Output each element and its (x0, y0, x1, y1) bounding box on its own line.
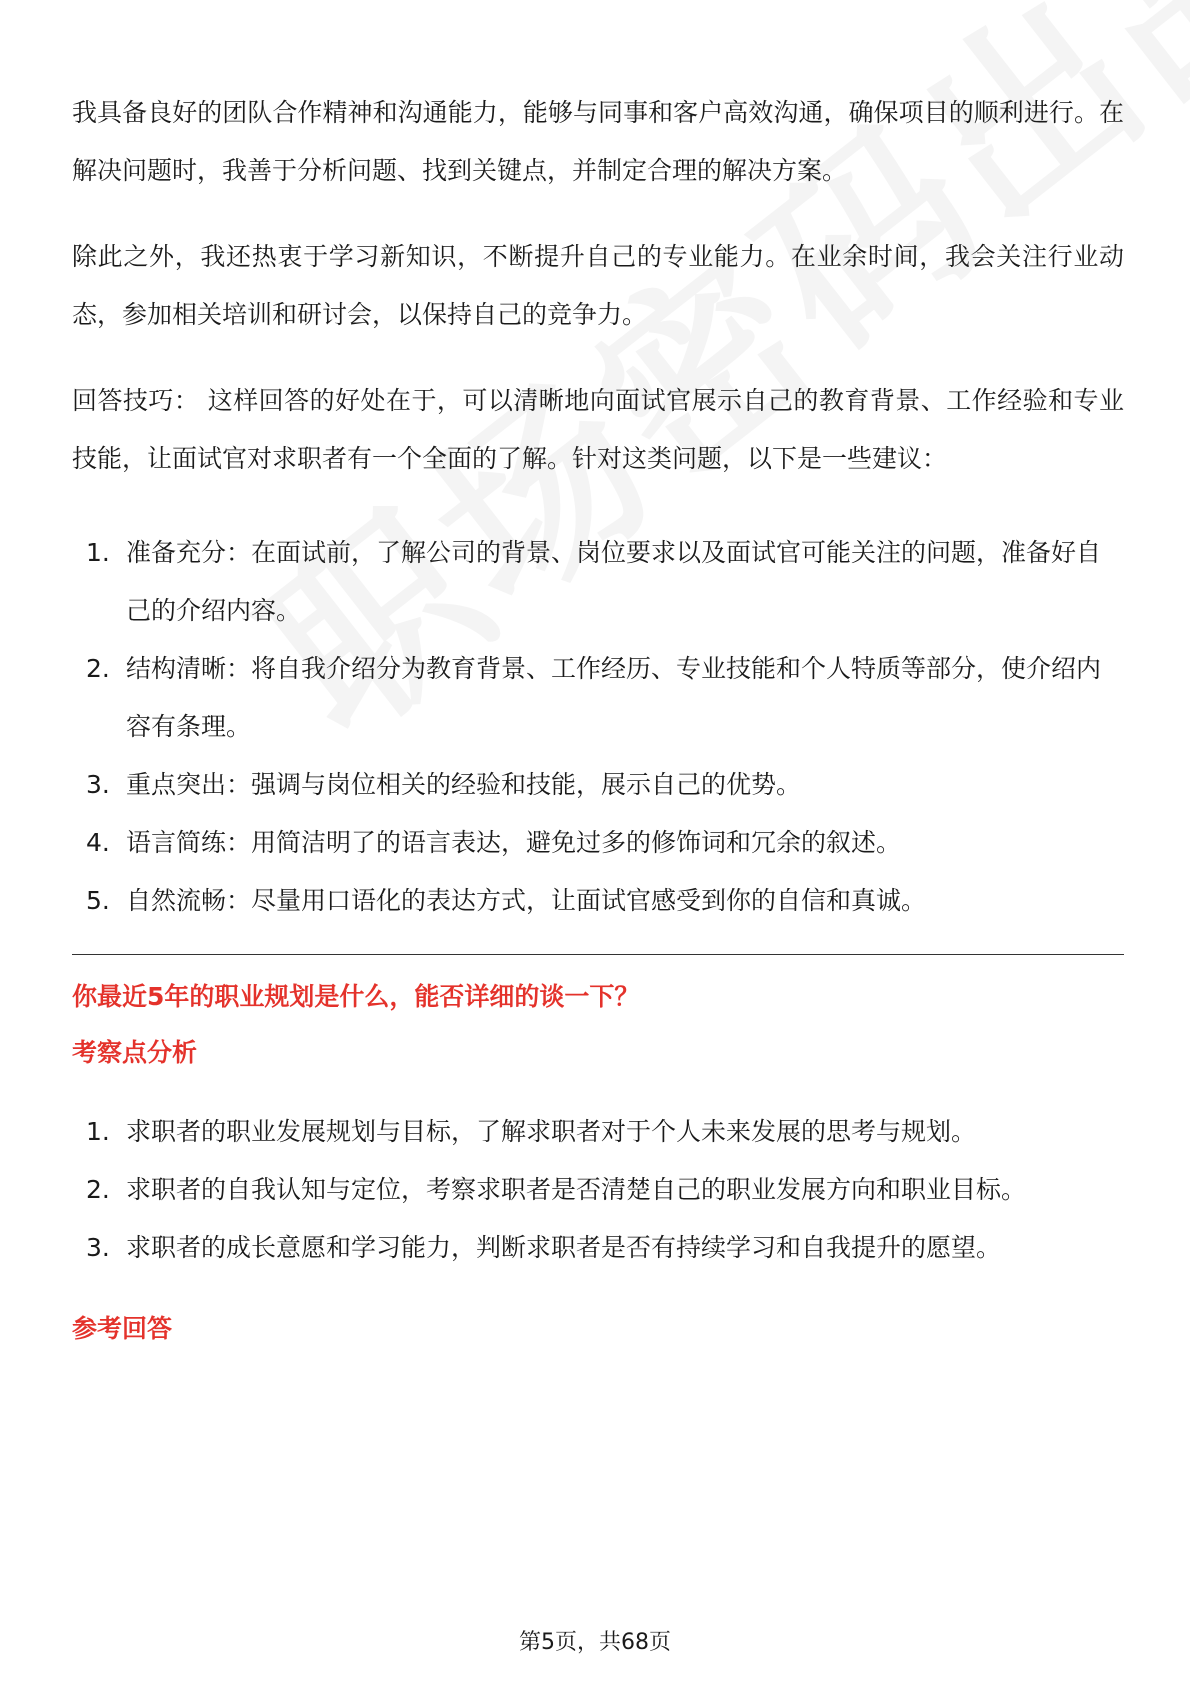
list-number: 2. (86, 1175, 110, 1204)
list-number: 1. (86, 538, 110, 567)
list-item (72, 872, 1124, 930)
analysis-list (72, 1103, 1124, 1277)
paragraph-learning: 除此之外，我还热衷于学习新知识，不断提升自己的专业能力。在业余时间，我会关注行业动态，参加相关培训和研讨会，以保持自己的竞争力。 (72, 242, 1124, 329)
section-divider (72, 954, 1124, 955)
list-item (72, 756, 1124, 814)
list-number: 3. (86, 1233, 110, 1262)
list-number: 5. (86, 886, 110, 915)
list-item (72, 640, 1124, 756)
paragraph-answer-tips: 回答技巧： 这样回答的好处在于，可以清晰地向面试官展示自己的教育背景、工作经验和专业技能，让面试官对求职者有一个全面的了解。针对这类问题，以下是一些建议： (72, 386, 1124, 473)
list-text: 语言简练：用简洁明了的语言表达，避免过多的修饰词和冗余的叙述。 (126, 828, 902, 857)
analysis-list-block (72, 1103, 1124, 1277)
page-content (72, 84, 1124, 1357)
analysis-heading: 考察点分析 (72, 1038, 198, 1067)
list-text: 准备充分：在面试前，了解公司的背景、岗位要求以及面试官可能关注的问题，准备好自己的介绍内容。 (126, 538, 1102, 625)
list-item (72, 1161, 1124, 1219)
list-number: 2. (86, 654, 110, 683)
list-item (72, 1219, 1124, 1277)
list-text: 求职者的职业发展规划与目标，了解求职者对于个人未来发展的思考与规划。 (126, 1117, 977, 1146)
tips-list (72, 524, 1124, 930)
list-number: 3. (86, 770, 110, 799)
list-number: 4. (86, 828, 110, 857)
list-text: 结构清晰：将自我介绍分为教育背景、工作经历、专业技能和个人特质等部分，使介绍内容有条理。 (126, 654, 1102, 741)
list-item (72, 524, 1124, 640)
paragraph-teamwork: 我具备良好的团队合作精神和沟通能力，能够与同事和客户高效沟通，确保项目的顺利进行。在解决问题时，我善于分析问题、找到关键点，并制定合理的解决方案。 (72, 98, 1124, 185)
answer-heading: 参考回答 (72, 1314, 173, 1343)
tips-list-block (72, 524, 1124, 930)
question-heading: 你最近5年的职业规划是什么，能否详细的谈一下？ (72, 982, 640, 1011)
list-text: 重点突出：强调与岗位相关的经验和技能，展示自己的优势。 (126, 770, 802, 799)
list-text: 求职者的自我认知与定位，考察求职者是否清楚自己的职业发展方向和职业目标。 (126, 1175, 1027, 1204)
list-number: 1. (86, 1117, 110, 1146)
list-item (72, 814, 1124, 872)
list-text: 求职者的成长意愿和学习能力，判断求职者是否有持续学习和自我提升的愿望。 (126, 1233, 1002, 1262)
list-text: 自然流畅：尽量用口语化的表达方式，让面试官感受到你的自信和真诚。 (126, 886, 927, 915)
list-item (72, 1103, 1124, 1161)
page-footer: 第5页，共68页 (519, 1630, 671, 1655)
